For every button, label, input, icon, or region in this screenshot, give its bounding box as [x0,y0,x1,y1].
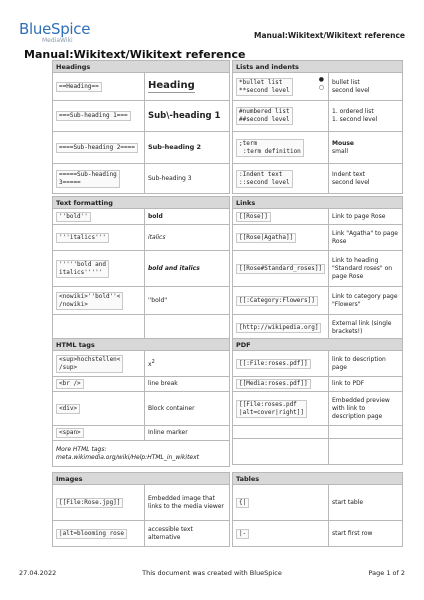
table-row [233,73,403,101]
rendered-text: Link to category page "Flowers" [329,287,403,315]
table-row [233,101,403,132]
wikitext-code: [[Rose#Standard_roses]] [236,264,325,274]
wikitext-code: [[Media:roses.pdf]] [236,379,311,389]
logo-subtitle: MediaWiki [42,37,73,44]
rendered-indent: Indent text second level [329,164,403,194]
rendered-text: Link to page Rose [329,209,403,225]
rendered-text: Embedded preview with link to description page [329,392,403,426]
running-header-title: Manual:Wikitext/Wikitext reference [254,31,405,40]
table-row [233,164,403,194]
table-row [53,251,230,287]
table-row [233,426,403,439]
text-formatting-section [52,196,230,341]
wikitext-code: ==Heading== [56,82,102,92]
rendered-text: line break [145,377,230,392]
table-row [233,287,403,315]
rendered-text: ''bold'' [145,287,230,315]
rendered-text: start first row [329,521,403,547]
wikitext-code: |alt=blooming rose [56,529,127,539]
rendered-text: link to PDF [329,377,403,392]
rendered-text: Embedded image that links to the media viewer [145,485,230,521]
wikitext-code: <div> [56,404,80,414]
table-row [53,315,230,341]
rendered-subheading: Sub-heading 2 [148,143,202,151]
table-row [53,426,230,441]
rendered-text: link to description page [329,351,403,377]
wikitext-code: <nowiki>''bold''< /nowiki> [56,292,123,310]
table-row [53,132,230,164]
wikitext-code: :Indent text ::second level [236,170,293,188]
rendered-text: accessible text alternative [145,521,230,547]
table-row [233,132,403,164]
rendered-text: bold and italics [145,251,230,287]
rendered-text: bold [145,209,230,225]
wikitext-code: ===Sub-heading 1=== [56,111,131,121]
links-section [232,196,403,341]
section-heading: Headings [53,61,230,73]
table-row [53,377,230,392]
rendered-text: Link to heading "Standard roses" on page Rose [329,251,403,287]
wikitext-code: <sup>hochstellen< /sup> [56,355,123,373]
table-row [53,441,230,467]
wikitext-code: ''bold'' [56,212,91,222]
rendered-text: Inline marker [145,426,230,441]
wikitext-code: <br /> [56,379,84,389]
footer-created-with: This document was created with BlueSpice [142,569,282,577]
table-row [53,101,230,132]
wikitext-code: [[:File:roses.pdf]] [236,359,311,369]
wikitext-code: [[Rose|Agatha]] [236,233,296,243]
wikitext-code: '''''bold and italics''''' [56,260,109,278]
rendered-text: External link (single brackets!) [329,315,403,341]
table-row [233,521,403,547]
table-row [53,351,230,377]
rendered-text: Block container [145,392,230,426]
table-row [53,73,230,101]
more-html-tags-note: More HTML tags: meta.wikimedia.org/wiki/Help:HTML_in_wikitext [53,441,230,467]
rendered-text: Link "Agatha" to page Rose [329,225,403,251]
table-row [233,209,403,225]
section-heading: PDF [233,339,403,351]
rendered-list: 1. ordered list 1. second level [329,101,403,132]
bluespice-logo [19,22,90,44]
table-row [233,251,403,287]
wikitext-code: =====Sub-heading 3===== [56,170,120,188]
table-row [233,485,403,521]
table-row [53,287,230,315]
pdf-section [232,338,403,465]
logo-wordmark: BlueSpice [19,20,91,38]
wikitext-code: [http://wikipedia.org] [236,323,321,333]
table-row [233,315,403,341]
rendered-superscript: $x^2$ [145,351,230,377]
footer-date: 27.04.2022 [19,569,57,577]
rendered-subheading: Sub-heading 3 [148,174,192,182]
bullet-markers: ● ○ [318,76,324,91]
table-row [53,209,230,225]
wikitext-code: [[File:roses.pdf |alt=cover|right]] [236,400,307,418]
wikitext-code: {| [236,498,249,508]
wikitext-code: ====Sub-heading 2==== [56,143,138,153]
rendered-text: italics [145,225,230,251]
rendered-list: bullet list second level [329,73,403,101]
html-tags-section [52,338,230,467]
rendered-definition: Mouse small [329,132,403,164]
table-row [233,351,403,377]
rendered-text: start table [329,485,403,521]
rendered-subheading: Sub\-heading 1 [148,110,221,121]
left-column [52,60,230,553]
table-row [53,225,230,251]
table-row [53,485,230,521]
wikitext-code: [[File:Rose.jpg]] [56,498,123,508]
table-row [233,439,403,465]
wikitext-code: '''italics''' [56,233,109,243]
wikitext-code: #numbered list ##second level [236,107,293,125]
table-row [53,521,230,547]
wikitext-code: ;term :term definition [236,139,304,157]
table-row [233,377,403,392]
section-heading: Lists and indents [233,61,403,73]
wikitext-code: <span> [56,428,84,438]
section-heading: Images [53,473,230,485]
lists-section [232,60,403,194]
images-section [52,472,230,547]
page-title: Manual:Wikitext/Wikitext reference [24,48,246,61]
reference-grid [52,60,403,553]
wikitext-code: *bullet list **second level [236,78,293,96]
right-column [232,60,403,553]
tables-section [232,472,403,547]
footer-page-number: Page 1 of 2 [368,569,405,577]
wikitext-code: |- [236,529,249,539]
section-heading: Text formatting [53,197,230,209]
headings-section [52,60,230,194]
section-heading: Tables [233,473,403,485]
table-row [53,164,230,194]
wikitext-code: [[Rose]] [236,212,271,222]
table-row [53,392,230,426]
section-heading: HTML tags [53,339,230,351]
wikitext-code: [[:Category:Flowers]] [236,296,318,306]
section-heading: Links [233,197,403,209]
table-row [233,225,403,251]
table-row [233,392,403,426]
rendered-heading: Heading [148,80,195,91]
